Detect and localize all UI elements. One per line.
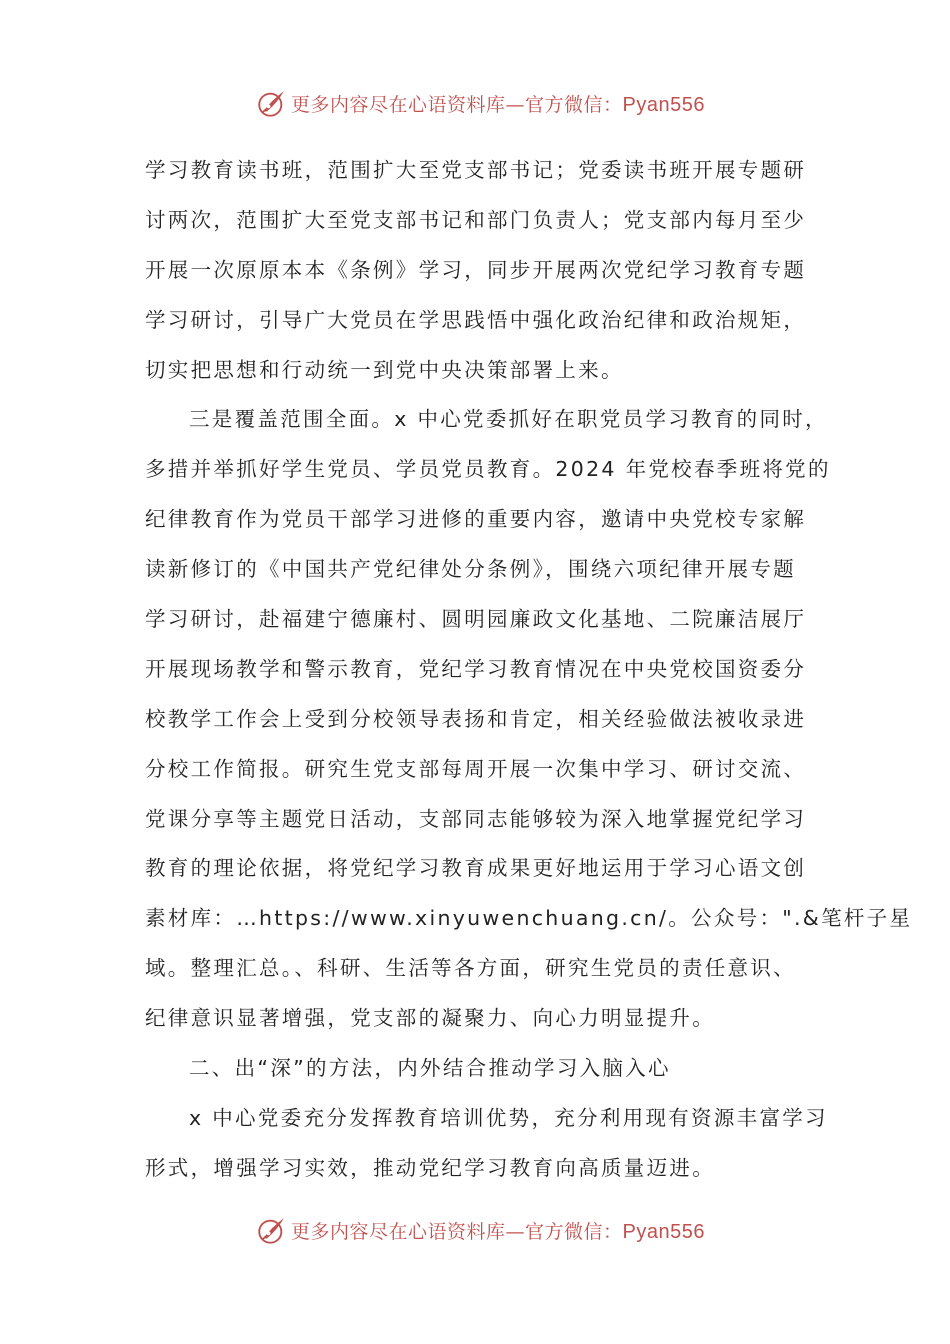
- footer-banner-content: [255, 1213, 705, 1247]
- header-banner: [0, 81, 950, 125]
- body-line: 形式，增强学习实效，推动党纪学习教育向高质量迈进。: [145, 1155, 715, 1180]
- header-banner-text: [291, 90, 705, 117]
- footer-wechat-id: Pyan556: [622, 1220, 705, 1243]
- header-banner-content: [255, 86, 705, 120]
- body-line: 纪律教育作为党员干部学习进修的重要内容，邀请中央党校专家解: [145, 507, 807, 532]
- body-line: 开展现场教学和警示教育，党纪学习教育情况在中央党校国资委分: [145, 656, 807, 681]
- body-line: 分校工作简报。研究生党支部每周开展一次集中学习、研讨交流、: [145, 756, 807, 781]
- paragraph-start-line: 三是覆盖范围全面。x 中心党委抓好在职党员学习教育的同时，: [189, 407, 828, 432]
- body-line: 学习研讨，引导广大党员在学思践悟中强化政治纪律和政治规矩，: [145, 307, 807, 332]
- body-line: 校教学工作会上受到分校领导表扬和肯定，相关经验做法被收录进: [145, 706, 807, 731]
- paragraph-start-line: x 中心党委充分发挥教育培训优势，充分利用现有资源丰富学习: [189, 1105, 828, 1130]
- body-line: 学习教育读书班，范围扩大至党支部书记；党委读书班开展专题研: [145, 158, 807, 182]
- body-line: 域。整理汇总。、科研、生活等各方面，研究生党员的责任意识、: [145, 956, 796, 981]
- body-line: 学习研讨，赴福建宁德廉村、圆明园廉政文化基地、二院廉洁展厅: [145, 607, 807, 632]
- document-body: [145, 146, 913, 1194]
- header-wechat-id: Pyan556: [622, 93, 705, 116]
- body-line-with-url: 素材库：…https://www.xinyuwenchuang.cn/。公众号：".&笔杆子星: [145, 906, 913, 931]
- body-line: 纪律意识显著增强，党支部的凝聚力、向心力明显提升。: [145, 1006, 715, 1031]
- header-banner-label: 更多内容尽在心语资料库—官方微信：: [291, 93, 623, 116]
- footer-banner-text: [291, 1217, 705, 1244]
- footer-banner-label: 更多内容尽在心语资料库—官方微信：: [291, 1220, 623, 1243]
- quill-pen-logo-icon: [255, 1213, 289, 1247]
- body-line: 多措并举抓好学生党员、学员党员教育。2024 年党校春季班将党的: [145, 457, 831, 482]
- body-line: 教育的理论依据，将党纪学习教育成果更好地运用于学习心语文创: [145, 856, 807, 881]
- body-line: 读新修订的《中国共产党纪律处分条例》，围绕六项纪律开展专题: [145, 557, 796, 582]
- body-line: 党课分享等主题党日活动，支部同志能够较为深入地掌握党纪学习: [145, 806, 807, 831]
- section-heading: 二、出“深”的方法，内外结合推动学习入脑入心: [189, 1056, 671, 1081]
- body-line: 讨两次，范围扩大至党支部书记和部门负责人；党支部内每月至少: [145, 207, 807, 232]
- body-line: 开展一次原原本本《条例》学习，同步开展两次党纪学习教育专题: [145, 257, 807, 282]
- footer-banner: [0, 1208, 950, 1252]
- body-line: 切实把思想和行动统一到党中央决策部署上来。: [145, 357, 624, 382]
- quill-pen-logo-icon: [255, 86, 289, 120]
